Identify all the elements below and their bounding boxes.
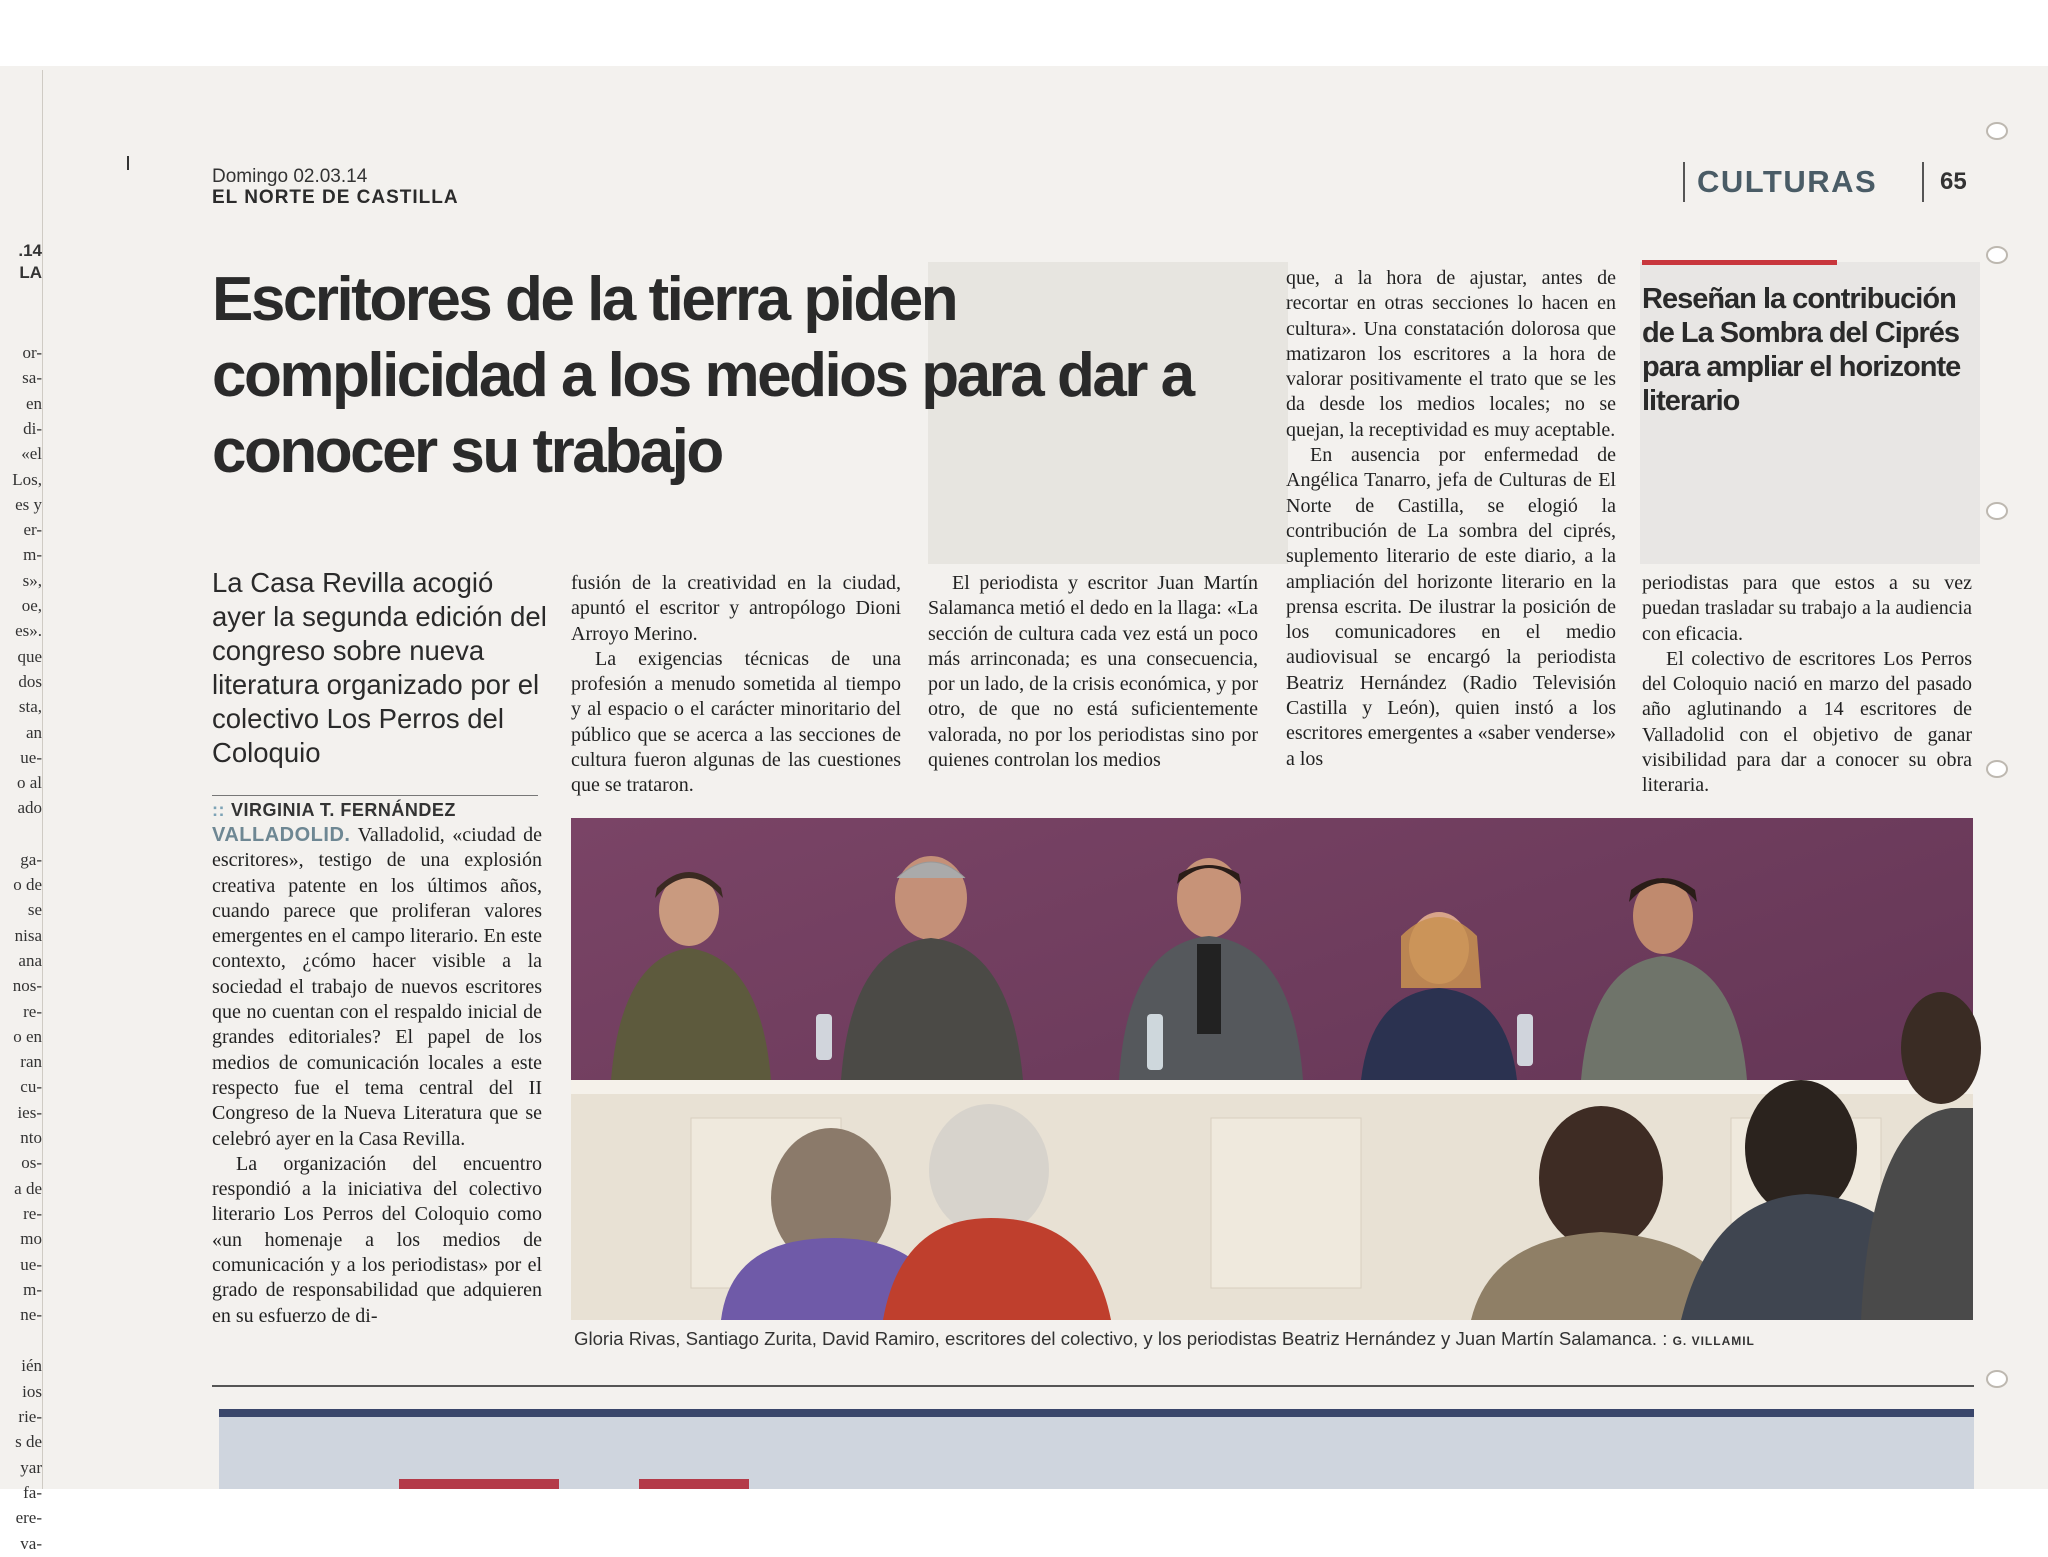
previous-page-fragment: en — [25, 393, 42, 413]
article-paragraph: La exigencias técnicas de una profesión a menudo sometida al tiempo y al espacio o el carácter minoritario del público que se acerca a las secciones de cultura fueron algunas de las cuestiones que se trataron. — [571, 647, 901, 797]
scan-hole — [1986, 246, 2008, 264]
subheadline: La Casa Revilla acogió ayer la segunda edición del congreso sobre nueva literatura organizado por el colectivo Los Perros del Coloquio — [212, 567, 547, 768]
issue-date: Domingo 02.03.14 — [212, 166, 368, 187]
article-column-4 — [1286, 266, 1616, 772]
scan-hole — [1986, 502, 2008, 520]
previous-page-fragment: or- — [22, 343, 42, 362]
previous-page-fragment: mo — [20, 1229, 42, 1249]
previous-page-fragment: s», — [22, 570, 42, 590]
article-paragraph — [212, 823, 542, 1152]
paragraph-text: Valladolid, «ciudad de escritores», testigo de una explosión creativa patente en los últimos años, cuando parece que proliferan valores emergentes en el campo literario. En este contexto, ¿cómo hacer visible a la sociedad el trabajo de nuevos escritores que no cuentan con el respaldo inicial de grandes editoriales? El papel de los medios de comunicación locales a este respecto fue el tema central del II Congreso de la Nueva Literatura que se celebró ayer en la Casa Revilla. — [212, 824, 542, 1150]
previous-page-fragment: sta, — [18, 697, 42, 717]
previous-page-fragment: ios — [22, 1381, 42, 1401]
previous-page-fragment: yar — [20, 1457, 42, 1477]
article-paragraph: fusión de la creatividad en la ciudad, apuntó el escritor y antropólogo Dioni Arroyo Merino. — [571, 572, 901, 645]
previous-page-fragment: di- — [23, 418, 42, 438]
previous-page-fragment: ne- — [20, 1305, 42, 1325]
advertisement — [219, 1409, 1974, 1489]
previous-page-fragment: o en — [13, 1026, 42, 1046]
previous-page-fragment: ran — [20, 1052, 42, 1072]
previous-page-fragment: o de — [13, 875, 42, 894]
previous-page-fragment: nto — [20, 1128, 42, 1147]
previous-page-fragment: ue- — [20, 747, 42, 767]
article-paragraph: que, a la hora de ajustar, antes de recortar en otras secciones lo hacen en cultura». Una constatación dolorosa que matizaron los escritores a la hora de valorar positivamente el trato que se les da desde los medios locales; no se quejan, la receptividad es muy aceptable. — [1286, 267, 1616, 441]
previous-page-fragment: ién — [21, 1356, 42, 1376]
previous-page-fragment: rie- — [18, 1407, 42, 1426]
byline — [212, 795, 538, 821]
section-name: CULTURAS — [1683, 162, 1877, 202]
previous-page-fragment: dos — [18, 671, 42, 691]
previous-page-fragment: s de — [15, 1432, 42, 1452]
article-paragraph: En ausencia por enfermedad de Angélica Tanarro, jefa de Culturas de El Norte de Castilla, se elogió la contribución de La sombra del ciprés, suplemento literario de este diario, a la ampliación del horizonte literario en la prensa escrita. De ilustrar la posición de los comunicadores en el medio audiovisual se encargó la periodista Beatriz Hernández (Radio Televisión Castilla y León), quien instó a los escritores emergentes a «saber venderse» a los — [1286, 444, 1616, 770]
previous-page-fragment: nisa — [14, 925, 42, 945]
previous-page-fragment: os- — [21, 1153, 42, 1173]
previous-page-fragment: es y — [15, 494, 42, 514]
previous-page-margin — [0, 70, 43, 1553]
previous-page-fragment: fa- — [23, 1482, 42, 1502]
ad-block — [639, 1479, 749, 1489]
article-column-3 — [928, 571, 1258, 773]
previous-page-fragment: a de — [14, 1178, 42, 1198]
headline: Escritores de la tierra piden complicidad a los medios para dar a conocer su trabajo — [212, 265, 1193, 486]
previous-page-fragment: sa- — [22, 368, 42, 388]
sidebar-text — [1642, 571, 1972, 799]
previous-page-fragment: ere- — [15, 1508, 42, 1528]
previous-page-fragment: nos- — [12, 976, 42, 996]
previous-page-fragment: ue- — [20, 1254, 42, 1274]
previous-page-fragment: .14 — [18, 241, 42, 260]
ad-stripe — [219, 1409, 1974, 1417]
crop-mark — [127, 156, 129, 170]
event-photo — [571, 818, 1973, 1320]
caption-text: Gloria Rivas, Santiago Zurita, David Ramiro, escritores del colectivo, y los periodistas Beatriz Hernández y Juan Martín Salamanca. — [574, 1328, 1658, 1349]
photo-caption — [574, 1328, 1974, 1350]
previous-page-fragment: es». — [15, 621, 42, 641]
previous-page-fragment: re- — [23, 1001, 42, 1021]
previous-page-fragment: ana — [18, 950, 42, 970]
article-paragraph: La organización del encuentro respondió a la iniciativa del colectivo literario Los Perros del Coloquio como «un homenaje a los medios de comunicación y a los periodistas» por el grado de responsabilidad que adquieren en su esfuerzo de di- — [212, 1152, 542, 1327]
previous-page-fragment: ga- — [20, 849, 42, 869]
previous-page-fragment: ado — [17, 798, 42, 818]
previous-page-fragment: ies- — [17, 1102, 42, 1122]
newspaper-name: EL NORTE DE CASTILLA — [212, 187, 459, 208]
photo-illustration — [571, 818, 1973, 1320]
article-column-2 — [571, 571, 901, 799]
credit-marker: : — [1662, 1328, 1668, 1349]
article-paragraph: El periodista y escritor Juan Martín Salamanca metió el dedo en la llaga: «La sección de cultura cada vez está un poco más arrinconada; es una consecuencia, por un lado, de la crisis económica, y por otro, de que no está suficientemente valorada, no por los periodistas sino por quienes controlan los medios — [928, 572, 1258, 772]
previous-page-fragment: er- — [23, 520, 42, 540]
scan-hole — [1986, 1370, 2008, 1388]
previous-page-fragment: m- — [23, 1279, 42, 1299]
scan-hole — [1986, 122, 2008, 140]
previous-page-fragment: LA — [19, 263, 42, 282]
sidebar-title: Reseñan la contribución de La Sombra del Ciprés para ampliar el horizonte literario — [1642, 283, 1961, 417]
previous-page-fragment: o al — [16, 773, 42, 793]
bottom-rule — [212, 1385, 1974, 1387]
article-paragraph: periodistas para que estos a su vez puedan trasladar su trabajo a la audiencia con eficacia. — [1642, 572, 1972, 645]
article-column-1 — [212, 823, 542, 1329]
photo-credit: G. VILLAMIL — [1672, 1334, 1755, 1348]
scan-hole — [1986, 760, 2008, 778]
previous-page-fragment: re- — [23, 1203, 42, 1223]
header-divider — [1922, 162, 1924, 202]
previous-page-fragment: se — [27, 900, 42, 920]
previous-page-fragment: Los, — [12, 469, 42, 489]
dateline: VALLADOLID. — [212, 824, 351, 846]
ad-block — [399, 1479, 559, 1489]
previous-page-fragment: «el — [21, 444, 42, 464]
byline-author: VIRGINIA T. FERNÁNDEZ — [231, 800, 456, 820]
page-number: 65 — [1940, 168, 1967, 195]
previous-page-fragment: oe, — [21, 596, 42, 615]
previous-page-fragment: m- — [23, 545, 42, 565]
previous-page-fragment: cu- — [20, 1077, 42, 1097]
byline-marker: :: — [212, 800, 225, 820]
article-paragraph: El colectivo de escritores Los Perros del Coloquio nació en marzo del pasado año aglutinando a 14 escritores de Valladolid con el objetivo de ganar visibilidad para dar a conocer su obra literaria. — [1642, 647, 1972, 797]
previous-page-fragment: va- — [20, 1533, 42, 1553]
previous-page-fragment: an — [25, 722, 42, 742]
previous-page-fragment: que — [17, 646, 42, 666]
sidebar-accent-bar — [1642, 260, 1837, 265]
